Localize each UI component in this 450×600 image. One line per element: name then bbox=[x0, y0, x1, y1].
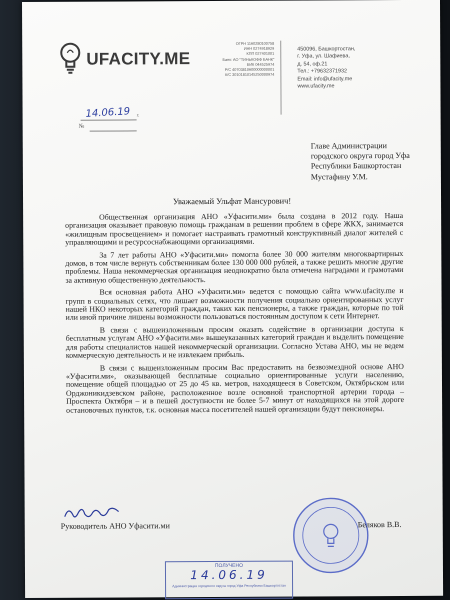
stamp-label: ПОЛУЧЕНО bbox=[214, 562, 244, 569]
recipient-line: Главе Администрации bbox=[310, 141, 387, 151]
company-address bbox=[297, 46, 407, 91]
address-email: Email: info@ufacity.me bbox=[297, 75, 353, 83]
company-requisites bbox=[196, 42, 274, 79]
letter-body bbox=[65, 212, 404, 419]
requisite-line: ОГРН 1160280100758 bbox=[235, 41, 275, 46]
letter-greeting: Уважаемый Ульфат Мансурович! bbox=[172, 196, 292, 207]
requisite-line: БИК 044525974 bbox=[246, 62, 275, 67]
recipient-block bbox=[311, 141, 435, 182]
recipient-line: городского округа город Уфа bbox=[310, 151, 410, 161]
requisite-line: Р/С 40703810600000000001 bbox=[224, 67, 275, 72]
recipient-line: Мустафину У.М. bbox=[310, 171, 368, 182]
date-underline bbox=[81, 119, 137, 120]
letterhead-divider bbox=[280, 41, 281, 115]
date-suffix: г. bbox=[136, 113, 140, 119]
outgoing-number-label: № bbox=[78, 123, 85, 130]
address-website: www.ufacity.me bbox=[297, 83, 335, 90]
received-stamp bbox=[165, 561, 293, 600]
letter-page bbox=[22, 0, 443, 598]
stamp-authority: Администрация городского округа город Уфа Республики Башкортостан bbox=[172, 583, 286, 589]
logo-text: UFACITY.ME bbox=[86, 49, 191, 69]
lightbulb-icon bbox=[58, 42, 82, 76]
body-paragraph: Вся основная работа АНО «Уфасити.ми» ведется с помощью сайта www.ufacity.me и групп в социальных сетях, что лишает возможности получения социально ориентированных услуг нашей НКО некоторых категорий граждан, таких как пенсионеры, а также граждан, которые по той или иной причине лишены возможности пользоваться постоянным доступом к сети Интернет. bbox=[65, 286, 404, 323]
address-phone: Тел.: +79632371932 bbox=[297, 68, 347, 75]
address-line: г. Уфа, ул. Шафиева, bbox=[297, 53, 350, 60]
body-paragraph: За 7 лет работы АНО «Уфасити.ми» помогла более 30 000 жителям многоквартирных домов, в том числе вернуть собственникам более 130 000 000 рублей, а также решить многие другие проблемы. Наша некоммерческая организация неоднократно была отмечена наградами и грамотами за активную общественную деятельность. bbox=[65, 248, 404, 285]
organization-seal bbox=[292, 496, 370, 574]
requisite-line: Банк: АО "ТИНЬКОФФ БАНК" bbox=[222, 57, 275, 62]
requisite-line: К/С 30101810145250000974 bbox=[225, 72, 275, 78]
requisite-line: ИНН 0274918929 bbox=[243, 46, 275, 52]
signer-role: Руководитель АНО Уфасити.ми bbox=[60, 521, 170, 531]
requisite-line: КПП 027401001 bbox=[246, 52, 275, 57]
number-underline bbox=[90, 130, 137, 131]
recipient-line: Республики Башкортостан bbox=[310, 161, 402, 171]
signer-name: Беляков В.В. bbox=[357, 520, 402, 530]
handwritten-date: 14.06.19 bbox=[85, 106, 131, 120]
stamp-date: 14.06.19 bbox=[190, 567, 268, 583]
body-paragraph: В связи с вышеизложенным просим Вас предоставить на безвозмездной основе АНО «Уфасити.ми», оказывающей бесплатные социально ориентированные услуги населению, помещение общей площадью от 25 до 45 кв. метров, находящееся в Советском, Октябрьском или Орджоникидзевском районе, расположенное возле основной транспортной артерии города – Проспекта Октября – и в пешей доступности не более 5-7 минут от находящихся на этой дороге остановочных пунктов, т.к. основная масса посетителей нашей организации будут пенсионеры. bbox=[65, 361, 405, 415]
body-paragraph: Общественная организация АНО «Уфасити.ми» была создана в 2012 году. Наша организация оказывает правовую помощь гражданам в решении проблем в сфере ЖКХ, занимается «жилищным просвещением» и помогает настраивать грамотный конструктивный диалог жителей с управляющими и ресурсоснабжающими организациями. bbox=[65, 211, 404, 247]
address-line: д. 54, оф.21 bbox=[297, 61, 328, 68]
body-paragraph: В связи с вышеизложенным просим оказать содействие в организации доступа к бесплатным услугам АНО «Уфасити.ми» вышеуказанных категорий граждан и выделить помещение для работы специалистов нашей некоммерческой организации. Согласно Устава АНО, мы не ведем коммерческую деятельность и не извлекаем прибыль. bbox=[65, 323, 404, 360]
address-line: 450096, Башкортостан, bbox=[297, 46, 356, 53]
